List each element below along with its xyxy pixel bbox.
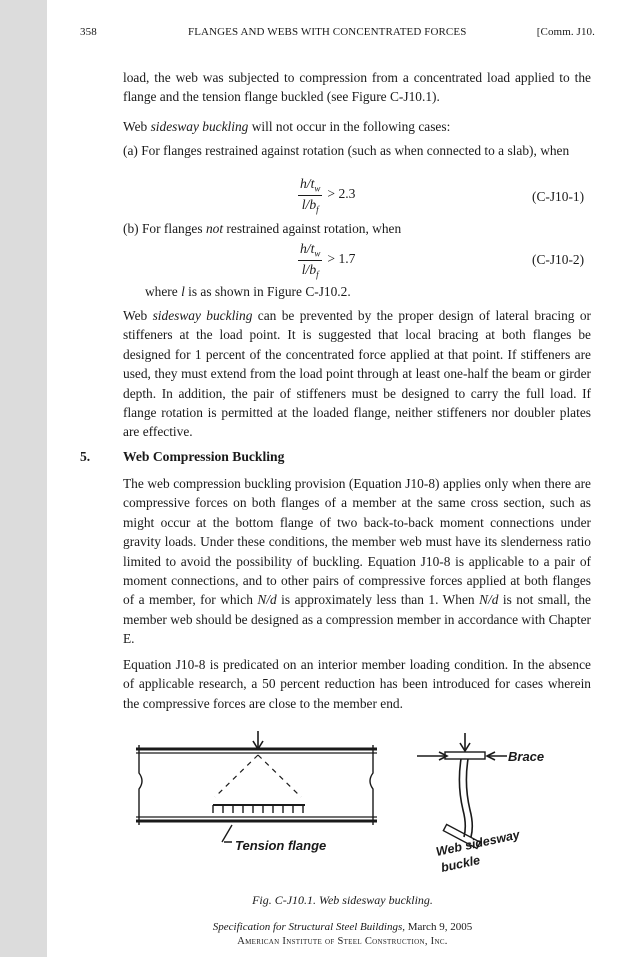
section-number: 5.: [80, 449, 91, 464]
equation-c-j10-1: $\frac{h/t_w}{l/b_f}$ > 2.3: [300, 176, 356, 215]
label-brace: Brace: [508, 749, 545, 764]
equation-label-2: (C-J10-2): [532, 252, 585, 267]
figure-web-sidesway-buckling: [47, 725, 638, 890]
page: [47, 0, 638, 957]
case-b: (b) For flanges not restrained against rotation, when: [123, 221, 402, 236]
prevention-paragraph: Web sidesway buckling can be prevented by the proper design of lateral bracing or stiffeners at the load point. It is suggested that local bracing at both flanges be designed for 1 percent of the concentrated force applied at that point. If stiffeners are used, they must extend from the load point through at least one-half the beam or girder depth. In addition, the pair of stiffeners must be designed to carry the full load. If flange rotation is permitted at the loaded flange, neither stiffeners nor doubler plates are effective.: [123, 308, 591, 440]
eq2-fraction: $\frac{h/t_w}{l/b_f}$: [300, 241, 321, 280]
running-title: FLANGES AND WEBS WITH CONCENTRATED FORCES: [188, 26, 467, 38]
section-title: Web Compression Buckling: [123, 449, 285, 464]
label-web-sidesway: Web sidesway: [434, 827, 521, 859]
section5-paragraph-1: The web compression buckling provision (Equation J10-8) applies only when there are compressive forces on both flanges of a member at the same cross section, such as might occur at the bottom flange of two back-to-back moment connections under gravity loads. Under these conditions, the member web must have its slenderness ratio limited to avoid the possibility of buckling. Equation J10-8 is applicable to a pair of moment connections, and to other pairs of compressive forces applied at both flanges of a member, for which N/d is approximately less than 1. When N/d is not small, the member web should be designed as a compression member in accordance with Chapter E.: [123, 476, 591, 647]
intro-paragraph: load, the web was subjected to compression from a concentrated load applied to the flange and the tension flange buckled (see Figure C-J10.1).: [123, 70, 591, 105]
cross-section: [417, 733, 507, 848]
equation-c-j10-2: $\frac{h/t_w}{l/b_f}$ > 1.7: [300, 241, 356, 280]
footer-spec: Specification for Structural Steel Buildings, March 9, 2005: [212, 921, 473, 933]
where-clause: where l is as shown in Figure C-J10.2.: [145, 284, 351, 299]
page-number: 358: [80, 26, 97, 38]
eq1-fraction: $\frac{h/t_w}{l/b_f}$: [300, 176, 321, 215]
sidesway-term: sidesway buckling: [150, 119, 249, 134]
beam-elevation: [136, 731, 377, 842]
sidesway-intro: Web sidesway buckling will not occur in the following cases:: [123, 119, 451, 134]
case-a: (a) For flanges restrained against rotation (such as when connected to a slab), when: [123, 143, 570, 158]
prevention-term: sidesway buckling: [152, 308, 253, 323]
label-tension-flange: Tension flange: [235, 838, 327, 853]
section5-paragraph-2: Equation J10-8 is predicated on an interior member loading condition. In the absence of applicable research, a 50 percent reduction has been introduced for cases wherein the compressive forces are close to the member end.: [123, 657, 591, 711]
page-margin-strip: [0, 0, 47, 957]
figure-caption: Fig. C-J10.1. Web sidesway buckling.: [252, 893, 433, 907]
equation-label-1: (C-J10-1): [532, 189, 585, 204]
section-ref: [Comm. J10.: [536, 26, 595, 38]
label-buckle: buckle: [439, 853, 482, 875]
footer-publisher: American Institute of Steel Construction, Inc.: [237, 936, 448, 947]
